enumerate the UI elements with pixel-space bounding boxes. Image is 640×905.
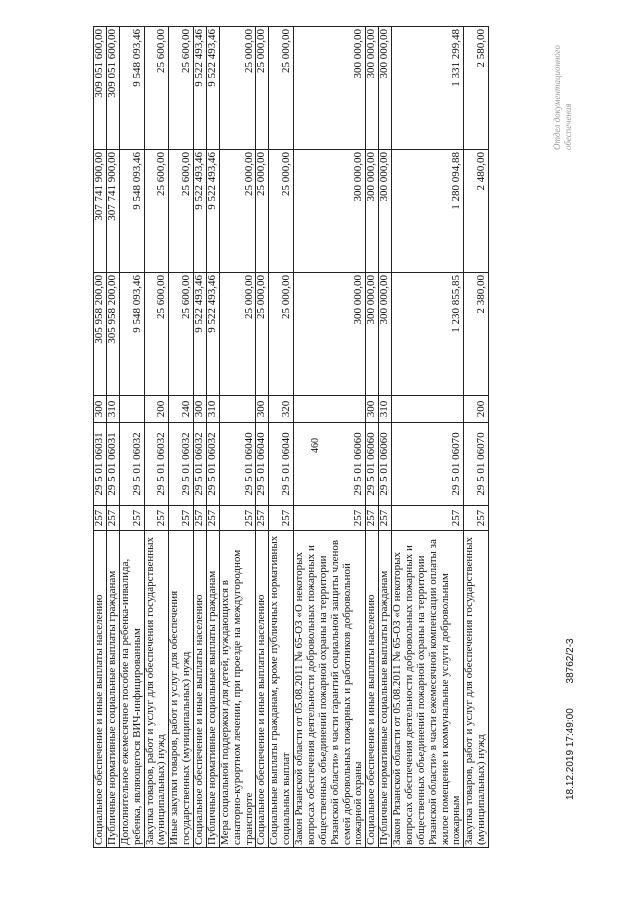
row-sum-2020: 25 000,00 xyxy=(256,273,269,396)
page-number: 460 xyxy=(310,438,321,453)
row-name: Публичные нормативные социальные выплаты гражданам xyxy=(106,531,119,848)
row-gr: 257 xyxy=(256,506,269,531)
row-cs: 29 5 01 06032 xyxy=(194,423,207,506)
table-row xyxy=(194,27,207,848)
row-sum-2020: 1 230 855,85 xyxy=(392,273,464,396)
row-vr: 300 xyxy=(194,396,207,423)
row-sum-2020: 9 522 493,46 xyxy=(194,273,207,396)
row-sum-2022: 25 000,00 xyxy=(256,27,269,150)
row-sum-2022: 25 000,00 xyxy=(269,27,294,150)
row-sum-2022: 300 000,00 xyxy=(366,27,379,150)
row-sum-2021: 25 000,00 xyxy=(219,150,256,273)
row-vr: 300 xyxy=(94,396,107,423)
row-vr: 300 xyxy=(256,396,269,423)
row-gr: 257 xyxy=(379,506,392,531)
row-sum-2022: 9 522 493,46 xyxy=(194,27,207,150)
table-row xyxy=(144,27,169,848)
row-gr: 257 xyxy=(294,506,366,531)
row-name: Закупка товаров, работ и услуг для обеспечения государственных (муниципальных) нужд xyxy=(464,531,489,848)
stamp-line-1: Отдел документационного xyxy=(552,45,562,150)
row-vr: 310 xyxy=(379,396,392,423)
row-vr: 200 xyxy=(464,396,489,423)
row-name: Социальное обеспечение и иные выплаты населению xyxy=(94,531,107,848)
row-sum-2020: 305 958 200,00 xyxy=(106,273,119,396)
row-sum-2022: 2 580,00 xyxy=(464,27,489,150)
row-gr: 257 xyxy=(169,506,194,531)
row-name: Социальные выплаты гражданам, кроме публичных нормативных социальных выплат xyxy=(269,531,294,848)
row-sum-2020: 25 000,00 xyxy=(219,273,256,396)
row-cs: 29 5 01 06040 xyxy=(256,423,269,506)
row-sum-2021: 9 548 093,46 xyxy=(119,150,144,273)
row-vr: 310 xyxy=(106,396,119,423)
row-gr: 257 xyxy=(269,506,294,531)
row-cs: 29 5 01 06060 xyxy=(366,423,379,506)
row-cs: 29 5 01 06031 xyxy=(106,423,119,506)
budget-table xyxy=(93,26,489,848)
footer-doc-code: 38762/2-3 xyxy=(565,638,576,684)
row-name: Закупка товаров, работ и услуг для обеспечения государственных (муниципальных) нужд xyxy=(144,531,169,848)
row-sum-2020: 9 548 093,46 xyxy=(119,273,144,396)
row-gr: 257 xyxy=(219,506,256,531)
row-sum-2021: 25 000,00 xyxy=(256,150,269,273)
row-vr: 300 xyxy=(366,396,379,423)
row-cs: 29 5 01 06070 xyxy=(464,423,489,506)
table-row xyxy=(94,27,107,848)
table-row xyxy=(256,27,269,848)
row-vr: 310 xyxy=(206,396,219,423)
row-sum-2022: 25 600,00 xyxy=(169,27,194,150)
row-gr: 257 xyxy=(366,506,379,531)
row-name: Закон Рязанской области от 05.08.2011 № 65-ОЗ «О некоторых вопросах обеспечения деятельности добровольных пожарных и общественных объединений пожарной охраны на территории Рязанской области» в части гарантий социальной защиты членов семей добровольных пожарных и работников добровольной пожарной охраны xyxy=(294,531,366,848)
table-row xyxy=(206,27,219,848)
table-row xyxy=(392,27,464,848)
row-name: Социальное обеспечение и иные выплаты населению xyxy=(366,531,379,848)
row-name: Публичные нормативные социальные выплаты гражданам xyxy=(379,531,392,848)
row-gr: 257 xyxy=(119,506,144,531)
row-name: Иные закупки товаров, работ и услуг для обеспечения государственных (муниципальных) нужд xyxy=(169,531,194,848)
table-row xyxy=(366,27,379,848)
row-gr: 257 xyxy=(94,506,107,531)
row-name: Публичные нормативные социальные выплаты гражданам xyxy=(206,531,219,848)
row-sum-2020: 25 600,00 xyxy=(169,273,194,396)
row-vr xyxy=(119,396,144,423)
row-gr: 257 xyxy=(464,506,489,531)
table-row xyxy=(106,27,119,848)
table-row xyxy=(269,27,294,848)
row-cs: 29 5 01 06031 xyxy=(94,423,107,506)
row-cs: 29 5 01 06032 xyxy=(206,423,219,506)
row-sum-2022: 300 000,00 xyxy=(294,27,366,150)
table-row xyxy=(169,27,194,848)
table-row xyxy=(294,27,366,848)
row-gr: 257 xyxy=(206,506,219,531)
row-name: Дополнительное ежемесячное пособие на ребенка-инвалида, ребенка, являющегося ВИЧ-инфицированным xyxy=(119,531,144,848)
row-sum-2020: 25 600,00 xyxy=(144,273,169,396)
footer xyxy=(565,638,576,800)
row-sum-2020: 305 958 200,00 xyxy=(94,273,107,396)
footer-datetime: 18.12.2019 17:49:00 xyxy=(565,708,576,800)
row-name: Социальное обеспечение и иные выплаты населению xyxy=(256,531,269,848)
row-sum-2021: 9 522 493,46 xyxy=(206,150,219,273)
row-sum-2021: 300 000,00 xyxy=(294,150,366,273)
office-stamp xyxy=(552,30,574,150)
row-sum-2022: 309 051 600,00 xyxy=(94,27,107,150)
row-gr: 257 xyxy=(194,506,207,531)
row-vr: 320 xyxy=(269,396,294,423)
row-sum-2022: 309 051 600,00 xyxy=(106,27,119,150)
row-cs: 29 5 01 06060 xyxy=(379,423,392,506)
row-vr xyxy=(294,396,366,423)
row-sum-2021: 2 480,00 xyxy=(464,150,489,273)
stamp-line-2: обеспечения xyxy=(562,103,573,150)
row-vr xyxy=(219,396,256,423)
row-cs: 29 5 01 06032 xyxy=(144,423,169,506)
row-sum-2021: 307 741 900,00 xyxy=(94,150,107,273)
row-gr: 257 xyxy=(392,506,464,531)
row-sum-2021: 25 000,00 xyxy=(269,150,294,273)
row-sum-2022: 25 000,00 xyxy=(219,27,256,150)
row-cs: 29 5 01 06032 xyxy=(119,423,144,506)
row-sum-2021: 25 600,00 xyxy=(169,150,194,273)
row-sum-2020: 300 000,00 xyxy=(379,273,392,396)
row-sum-2021: 9 522 493,46 xyxy=(194,150,207,273)
row-sum-2020: 25 000,00 xyxy=(269,273,294,396)
row-sum-2020: 2 380,00 xyxy=(464,273,489,396)
row-sum-2022: 1 331 299,48 xyxy=(392,27,464,150)
budget-table-body xyxy=(94,27,489,848)
row-cs: 29 5 01 06032 xyxy=(169,423,194,506)
row-gr: 257 xyxy=(106,506,119,531)
row-cs: 29 5 01 06060 xyxy=(294,423,366,506)
row-name: Социальное обеспечение и иные выплаты населению xyxy=(194,531,207,848)
row-vr xyxy=(392,396,464,423)
row-sum-2020: 300 000,00 xyxy=(366,273,379,396)
row-sum-2021: 25 600,00 xyxy=(144,150,169,273)
row-sum-2020: 9 522 493,46 xyxy=(206,273,219,396)
row-sum-2022: 25 600,00 xyxy=(144,27,169,150)
table-row xyxy=(464,27,489,848)
row-cs: 29 5 01 06070 xyxy=(392,423,464,506)
row-sum-2020: 300 000,00 xyxy=(294,273,366,396)
row-sum-2021: 300 000,00 xyxy=(379,150,392,273)
row-sum-2022: 9 548 093,46 xyxy=(119,27,144,150)
row-sum-2022: 9 522 493,46 xyxy=(206,27,219,150)
row-cs: 29 5 01 06040 xyxy=(269,423,294,506)
row-sum-2021: 307 741 900,00 xyxy=(106,150,119,273)
row-gr: 257 xyxy=(144,506,169,531)
row-name: Закон Рязанской области от 05.08.2011 № 65-ОЗ «О некоторых вопросах обеспечения деятельности добровольных пожарных и общественных объединений пожарной охраны на территории Рязанской области» в части ежемесячной компенсации оплаты за жилое помещение и коммунальные услуги добровольным пожарным xyxy=(392,531,464,848)
row-name: Мера социальной поддержки для детей, нуждающихся в санаторно-курортном лечении, при проезде на междугородном транспорте xyxy=(219,531,256,848)
row-cs: 29 5 01 06040 xyxy=(219,423,256,506)
row-vr: 240 xyxy=(169,396,194,423)
table-row xyxy=(219,27,256,848)
row-sum-2021: 300 000,00 xyxy=(366,150,379,273)
table-row xyxy=(119,27,144,848)
row-sum-2021: 1 280 094,88 xyxy=(392,150,464,273)
row-sum-2022: 300 000,00 xyxy=(379,27,392,150)
row-vr: 200 xyxy=(144,396,169,423)
table-row xyxy=(379,27,392,848)
